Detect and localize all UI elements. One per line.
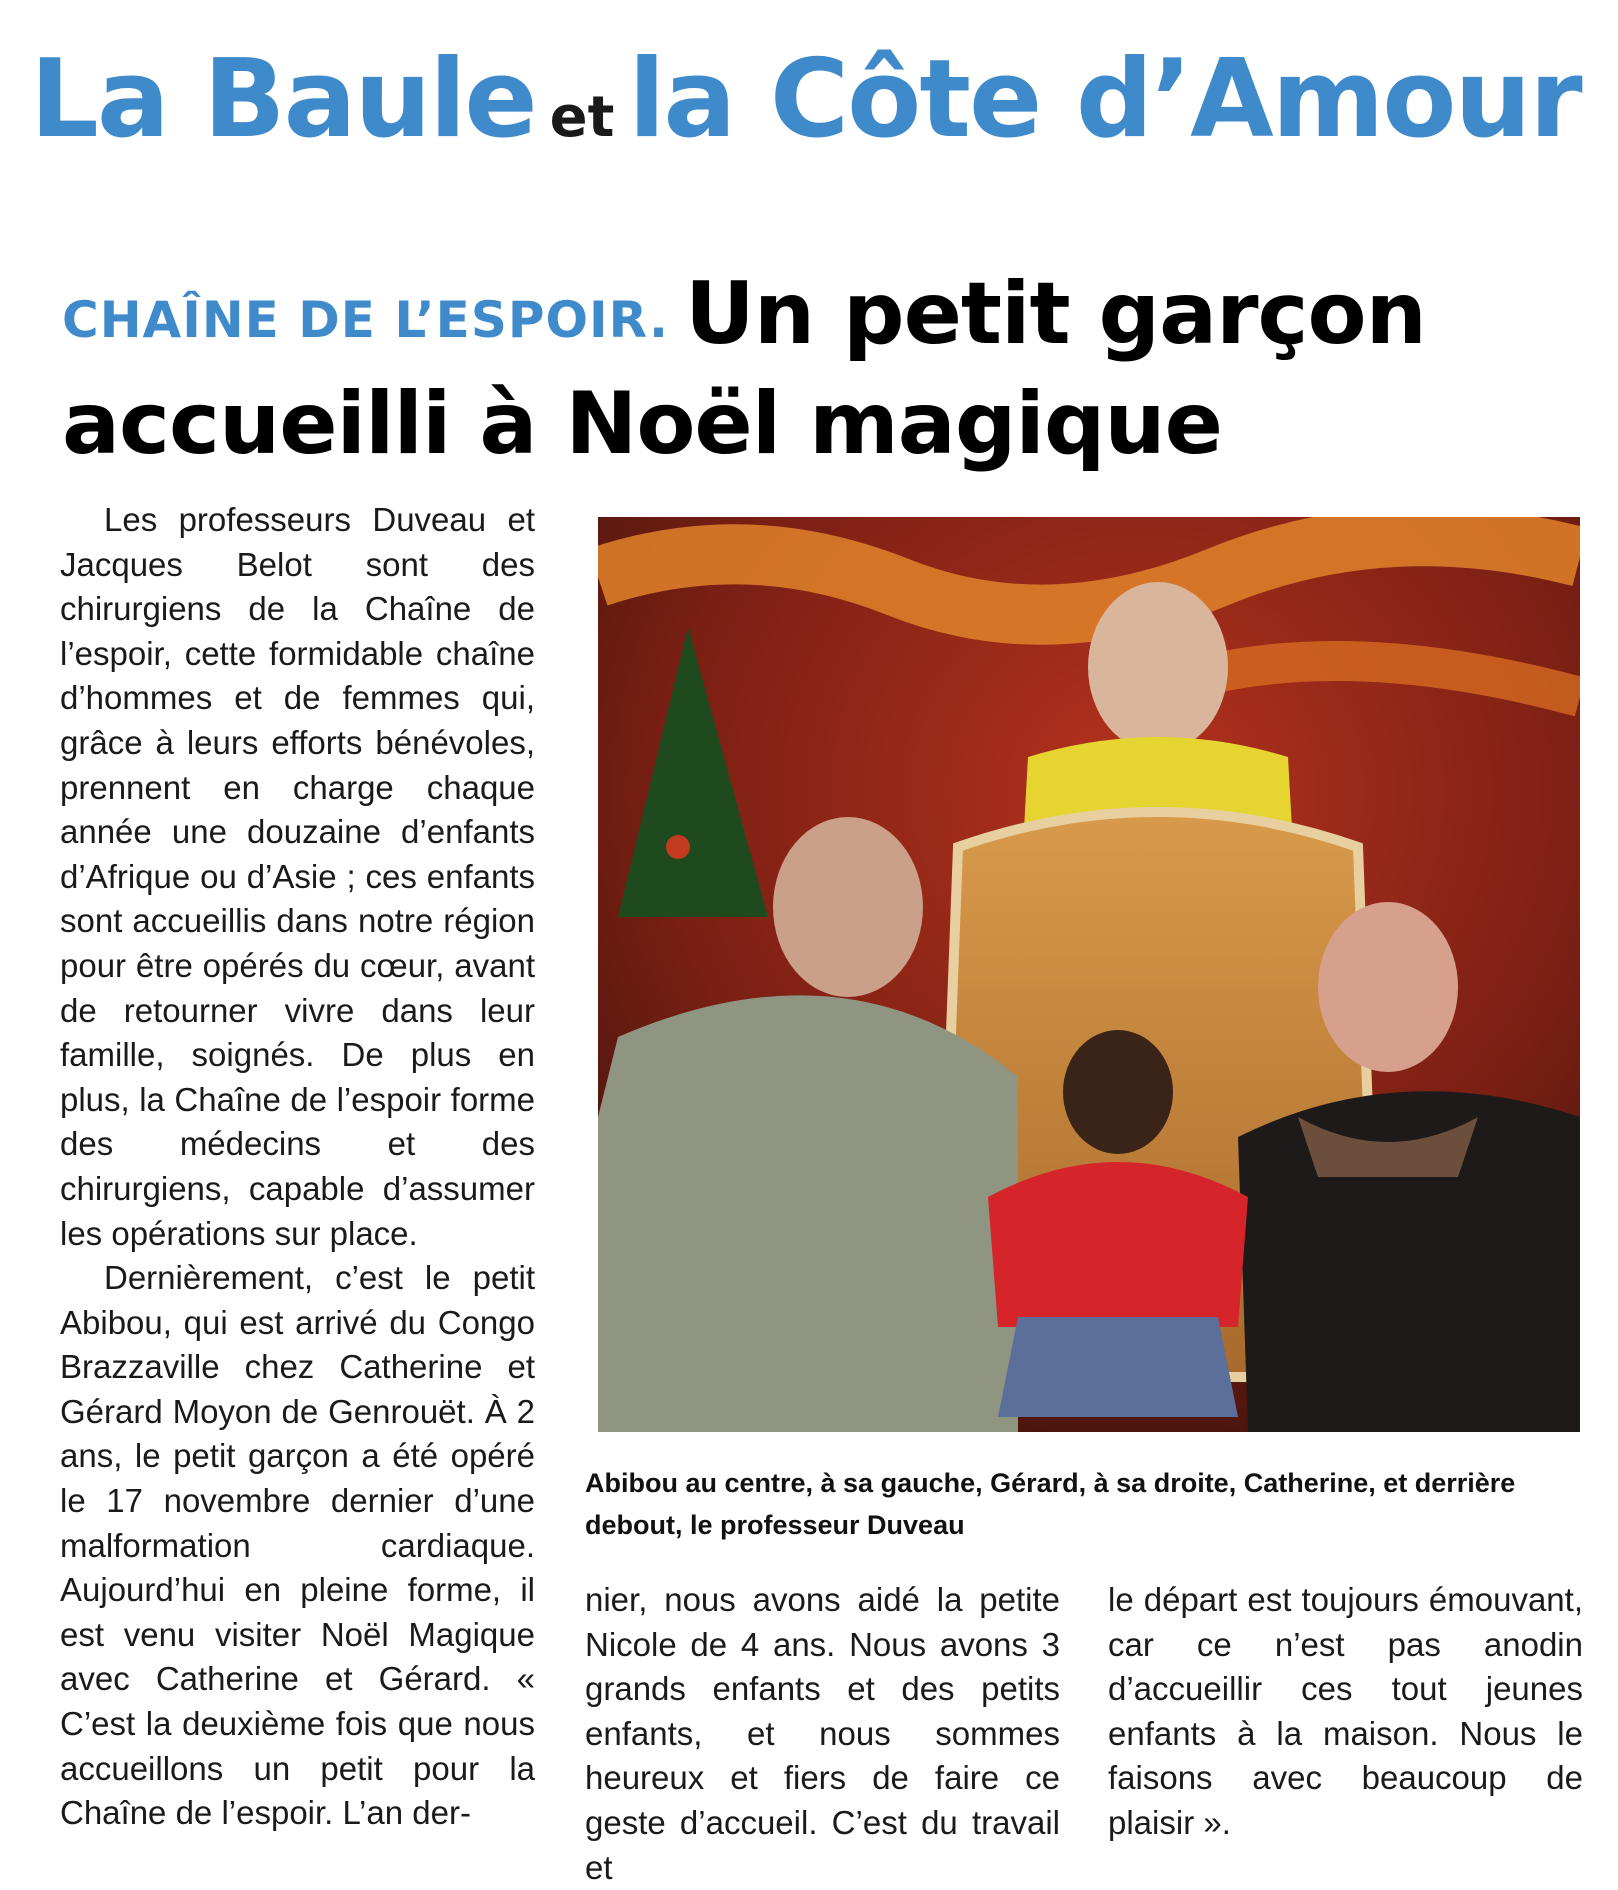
article-paragraph-3: nier, nous avons aidé la petite Nicole de 4 ans. Nous avons 3 grands enfants et des petits enfants, et nous sommes heureux et fiers de faire ce geste d’accueil. C’est du travail et [585, 1581, 1060, 1886]
masthead [30, 30, 1610, 170]
article-column-1 [60, 498, 535, 1836]
article-kicker: CHAÎNE DE L’ESPOIR. [62, 291, 670, 349]
article-paragraph-1: Les professeurs Duveau et Jacques Belot sont des chirurgiens de la Chaîne de l’espoir, cette formidable chaîne d’hommes et de femmes qui, grâce à leurs efforts bénévoles, prennent en charge chaque année une douzaine d’enfants d’Afrique ou d’Asie ; ces enfants sont accueillis dans notre région pour être opérés du cœur, avant de retourner vivre dans leur famille, soignés. De plus en plus, la Chaîne de l’espoir forme des médecins et des chirurgiens, capable d’assumer les opérations sur place. [60, 501, 535, 1252]
article-column-2 [585, 1578, 1060, 1890]
article-column-3 [1108, 1578, 1583, 1846]
article-paragraph-2: Dernièrement, c’est le petit Abibou, qui est arrivé du Congo Brazzaville chez Catherine et Gérard Moyon de Genrouët. À 2 ans, le petit garçon a été opéré le 17 novembre dernier d’une malformation cardiaque. Aujourd’hui en pleine forme, il est venu visiter Noël Magique avec Catherine et Gérard. « C’est la deuxième fois que nous accueillons un petit pour la Chaîne de l’espoir. L’an der- [60, 1259, 535, 1832]
article-headline-block [62, 262, 1562, 476]
masthead-part2: la Côte d’Amour [628, 37, 1581, 162]
article-paragraph-4: le départ est toujours émouvant, car ce n’est pas anodin d’accueillir ces tout jeunes enfants à la maison. Nous le faisons avec beaucoup de plaisir ». [1108, 1581, 1583, 1841]
article-headline: Un petit garçon accueilli à Noël magique [62, 264, 1426, 474]
masthead-connector: et [549, 85, 615, 150]
masthead-part1: La Baule [30, 37, 536, 162]
photo-caption: Abibou au centre, à sa gauche, Gérard, à sa droite, Catherine, et derrière debout, le professeur Duveau [585, 1468, 1516, 1540]
article-photo [598, 517, 1580, 1432]
photo-illustration [598, 517, 1580, 1432]
